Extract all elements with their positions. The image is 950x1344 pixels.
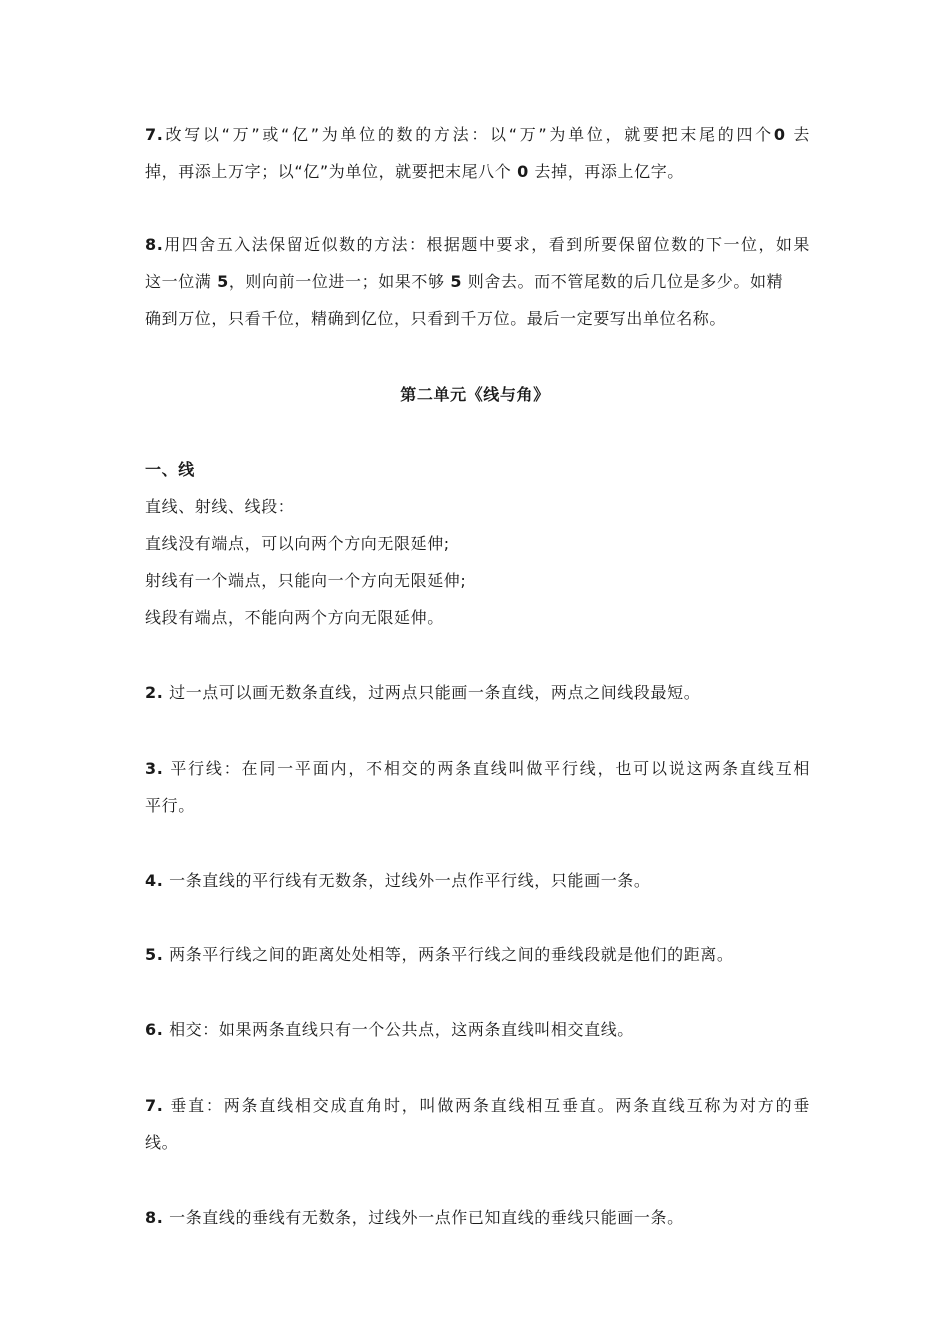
p8-text-2a: 这一位满 [145, 272, 212, 291]
item-7 [145, 1096, 810, 1116]
item-7-number: 7. [145, 1096, 164, 1115]
p7-text-1a: 改写以“万”或“亿”为单位的数的方法：以“万”为单位，就要把末尾的四个 [163, 125, 774, 144]
section-line-3: 射线有一个端点，只能向一个方向无限延伸; [145, 571, 467, 590]
p7-line-1 [145, 125, 810, 145]
item-8-number: 8. [145, 1208, 164, 1227]
p7-zero-1: 0 [773, 125, 786, 144]
p7-number: 7. [145, 125, 164, 144]
item-2-number: 2. [145, 683, 164, 702]
section-line-1: 直线、射线、线段： [145, 497, 295, 516]
p8-text-1: 用四舍五入法保留近似数的方法：根据题中要求，看到所要保留位数的下一位，如果 [163, 235, 810, 254]
p7-text-2a: 掉，再添上万字；以“亿”为单位，就要把末尾八个 [145, 162, 512, 181]
p7-zero-2: 0 [517, 162, 529, 181]
item-3-cont: 平行。 [145, 796, 195, 815]
item-7-text: 垂直：两条直线相交成直角时，叫做两条直线相互垂直。两条直线互称为对方的垂 [170, 1096, 810, 1115]
section-heading: 一、线 [145, 460, 195, 479]
item-8-text: 一条直线的垂线有无数条，过线外一点作已知直线的垂线只能画一条。 [169, 1208, 684, 1227]
item-3-text: 平行线：在同一平面内，不相交的两条直线叫做平行线，也可以说这两条直线互相 [170, 759, 810, 778]
p7-text-1b: 去 [793, 125, 810, 144]
item-4-number: 4. [145, 871, 164, 890]
item-5-number: 5. [145, 945, 164, 964]
item-3-number: 3. [145, 759, 164, 778]
p8-five-2: 5 [450, 272, 463, 291]
item-8 [145, 1208, 810, 1228]
p8-line-2 [145, 272, 810, 292]
item-7-cont: 线。 [145, 1133, 179, 1152]
unit-title: 第二单元《线与角》 [400, 385, 550, 404]
p8-text-3: 确到万位，只看千位，精确到亿位，只看到千万位。最后一定要写出单位名称。 [145, 309, 727, 328]
item-5-text: 两条平行线之间的距离处处相等，两条平行线之间的垂线段就是他们的距离。 [169, 945, 734, 964]
p8-line-1 [145, 235, 810, 255]
p8-text-2c: 则舍去。而不管尾数的后几位是多少。如精 [467, 272, 784, 291]
item-2-text: 过一点可以画无数条直线，过两点只能画一条直线，两点之间线段最短。 [169, 683, 701, 702]
item-4-text: 一条直线的平行线有无数条，过线外一点作平行线，只能画一条。 [169, 871, 651, 890]
p8-five-1: 5 [217, 272, 229, 291]
item-6-text: 相交：如果两条直线只有一个公共点，这两条直线叫相交直线。 [169, 1020, 634, 1039]
item-4 [145, 871, 810, 891]
p7-text-2b: 去掉，再添上亿字。 [534, 162, 684, 181]
item-6 [145, 1020, 810, 1040]
section-line-2: 直线没有端点，可以向两个方向无限延伸; [145, 534, 450, 553]
p8-number: 8. [145, 235, 164, 254]
p8-text-2b: ，则向前一位进一；如果不够 [228, 272, 445, 291]
item-6-number: 6. [145, 1020, 164, 1039]
item-2 [145, 683, 810, 703]
item-5 [145, 945, 810, 965]
p8-line-3 [145, 309, 810, 329]
p7-line-2 [145, 162, 810, 182]
section-line-4: 线段有端点，不能向两个方向无限延伸。 [145, 608, 444, 627]
item-3 [145, 759, 810, 779]
